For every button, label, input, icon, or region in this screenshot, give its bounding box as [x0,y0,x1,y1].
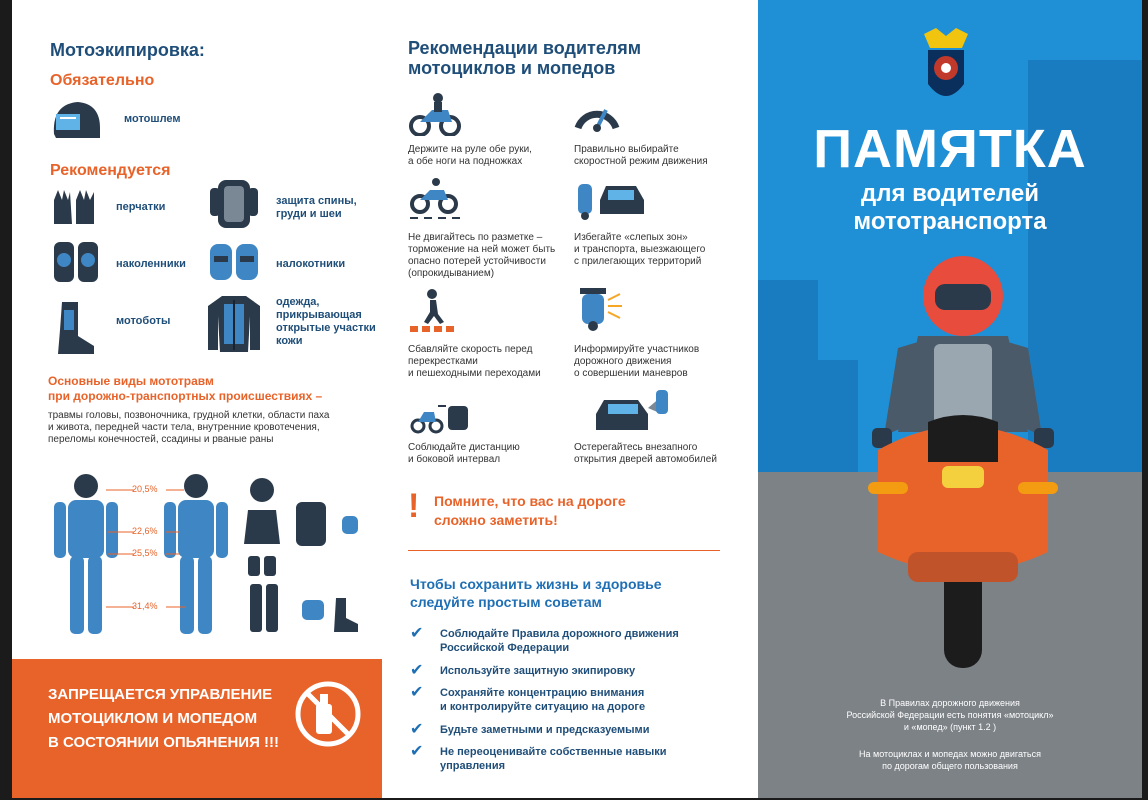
clothing-label: одежда, прикрывающая открытые участки кожи [276,296,376,347]
exclamation-icon: ! [408,487,420,525]
cover-note-definitions: В Правилах дорожного движения Российской Федерации есть понятия «мотоцикл» и «мопед» (пункт 1.2 ) [846,698,1054,732]
injuries-text: травмы головы, позвоночника, грудной клетки, области паха и живота, передней части тела, внутренние кровотечения, переломы конечностей, ссадины и рваные раны [48,410,330,445]
police-emblem-icon [918,24,974,112]
tip-hands-feet: Держите на руле обе руки, а обе ноги на подножках [408,144,532,167]
tip-signal: Информируйте участников дорожного движения о совершении маневров [574,344,700,379]
car-door-icon [592,388,672,434]
mandatory-heading: Обязательно [50,72,155,89]
cover-subtitle: для водителей мототранспорта [853,180,1047,235]
recommendations-title: Рекомендации водителям мотоциклов и мопедов [408,38,642,78]
knee-pads-label: наколенники [116,258,186,270]
knee-pads-icon [52,240,100,284]
advice-item: ✔ Будьте заметными и предсказуемыми [410,721,650,738]
speedometer-icon [574,92,620,136]
gear-set-illustration [242,476,370,636]
advice-heading: Чтобы сохранить жизнь и здоровье следуйте простым советам [410,576,662,610]
helmet-icon [50,98,102,142]
equipment-title: Мотоэкипировка: [50,40,205,60]
tip-crossings: Сбавляйте скорость перед перекрестками и пешеходными переходами [408,344,541,379]
crosswalk-icon [408,288,456,334]
back-protector-label: защита спины, груди и шеи [276,195,357,220]
advice-item: ✔ Соблюдайте Правила дорожного движения Российской Федерации [410,625,679,654]
tip-distance: Соблюдайте дистанцию и боковой интервал [408,442,520,465]
no-alcohol-icon [294,680,362,748]
percent-legs: 31,4% [132,601,158,611]
tip-doors: Остерегайтесь внезапного открытия дверей автомобилей [574,442,717,465]
motorcyclist-illustration [848,252,1078,672]
advice-item: ✔ Не переоценивайте собственные навыки управления [410,743,667,772]
cover-note-roads: На мотоциклах и мопедах можно двигаться по дорогам общего пользования [859,749,1041,771]
helmet-label: мотошлем [124,113,181,125]
brochure-sheet [12,0,1142,798]
no-drink-text: ЗАПРЕЩАЕТСЯ УПРАВЛЕНИЕ МОТОЦИКЛОМ И МОПЕДОМ В СОСТОЯНИИ ОПЬЯНЕНИЯ !!! [48,686,280,751]
divider-line [408,550,720,551]
boots-icon [52,300,96,356]
percent-arms: 25,5% [132,548,158,558]
tip-blind-spots: Избегайте «слепых зон» и транспорта, выезжающего с прилегающих территорий [574,232,706,267]
tip-marking: Не двигайтесь по разметке – торможение на ней может быть опасно потерей устойчивости (опрокидыванием) [408,232,556,279]
tip-speed: Правильно выбирайте скоростной режим движения [574,144,708,167]
motorcycle-marking-icon [408,178,462,220]
boots-label: мотоботы [116,315,171,327]
percent-torso: 22,6% [132,526,158,536]
distance-icon [408,398,470,434]
elbow-pads-label: налокотники [276,258,346,270]
cover-title: ПАМЯТКА [813,119,1087,179]
checkmark-icon: ✔ [410,721,424,738]
reminder-text: Помните, что вас на дороге сложно заметить! [434,493,626,528]
blind-spot-icon [574,180,650,220]
checkmark-icon: ✔ [410,662,424,679]
jacket-icon [206,292,262,354]
checkmark-icon: ✔ [410,743,424,760]
advice-item: ✔ Сохраняйте концентрацию внимания и контролируйте ситуацию на дороге [410,684,646,713]
percent-head: 20,5% [132,484,158,494]
elbow-pads-icon [208,240,260,284]
signal-motorcycle-icon [574,286,624,332]
gloves-icon [50,186,100,226]
checkmark-icon: ✔ [410,684,424,701]
recommended-heading: Рекомендуется [50,162,171,179]
checkmark-icon: ✔ [410,625,424,642]
motorcycle-rider-icon [408,92,462,136]
gloves-label: перчатки [116,201,166,213]
back-protector-icon [208,178,260,230]
advice-item: ✔ Используйте защитную экипировку [410,662,636,679]
injuries-heading: Основные виды мототравм при дорожно-транспортных происшествиях – [48,374,323,403]
